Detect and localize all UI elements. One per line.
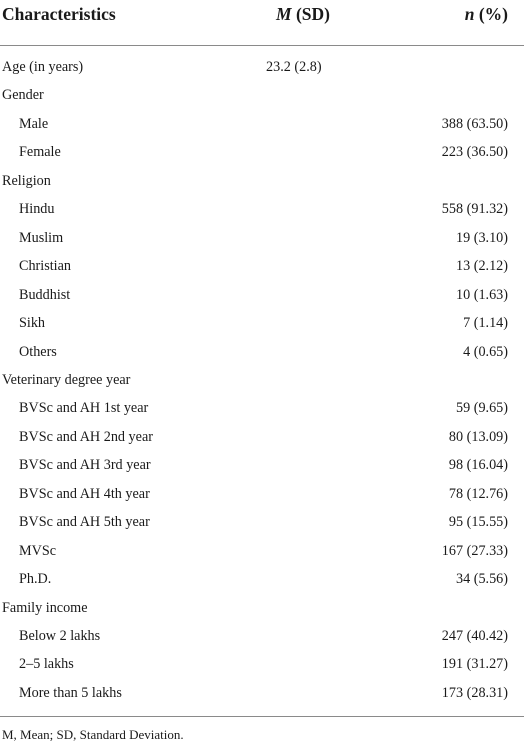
row-sublabel: Ph.D. bbox=[19, 571, 52, 588]
table-row bbox=[0, 285, 524, 314]
header-mean-symbol: M bbox=[276, 4, 292, 24]
row-n-percent: 34 (5.56) bbox=[455, 571, 508, 588]
row-category-label: Family income bbox=[2, 599, 88, 616]
row-n-percent: 191 (31.27) bbox=[441, 656, 508, 673]
row-sublabel: BVSc and AH 3rd year bbox=[19, 457, 151, 474]
table-footnote: M, Mean; SD, Standard Deviation. bbox=[2, 727, 184, 742]
header-characteristics: Characteristics bbox=[2, 4, 116, 24]
header-rule bbox=[0, 45, 524, 46]
table-row bbox=[0, 598, 524, 627]
table-row bbox=[0, 626, 524, 655]
row-n-percent: 173 (28.31) bbox=[441, 684, 508, 701]
table-row bbox=[0, 57, 524, 86]
row-n-percent: 95 (15.55) bbox=[448, 514, 508, 531]
table-row bbox=[0, 484, 524, 513]
table-row bbox=[0, 171, 524, 200]
row-n-percent: 13 (2.12) bbox=[455, 258, 508, 275]
row-n-percent: 4 (0.65) bbox=[463, 343, 508, 360]
row-n-percent: 7 (1.14) bbox=[463, 315, 508, 332]
table-row bbox=[0, 256, 524, 285]
table-row bbox=[0, 398, 524, 427]
row-sublabel: Sikh bbox=[19, 315, 46, 332]
row-sublabel: BVSc and AH 4th year bbox=[19, 485, 150, 502]
row-sublabel: Buddhist bbox=[19, 286, 71, 303]
row-mean-sd: 23.2 (2.8) bbox=[266, 59, 322, 75]
row-sublabel: Below 2 lakhs bbox=[19, 628, 101, 644]
table-header bbox=[0, 0, 524, 34]
row-n-percent: 59 (9.65) bbox=[455, 400, 508, 417]
bottom-rule bbox=[0, 716, 524, 717]
row-sublabel: More than 5 lakhs bbox=[19, 684, 122, 701]
row-category-label: Veterinary degree year bbox=[2, 371, 131, 388]
table-row bbox=[0, 199, 524, 228]
header-n-percent bbox=[465, 4, 508, 24]
table-row bbox=[0, 142, 524, 171]
row-n-percent: 19 (3.10) bbox=[455, 229, 508, 246]
table-row bbox=[0, 228, 524, 257]
table-row bbox=[0, 427, 524, 456]
row-sublabel: Christian bbox=[19, 258, 72, 275]
table-row bbox=[0, 85, 524, 114]
table-row bbox=[0, 541, 524, 570]
table-row bbox=[0, 654, 524, 683]
table-row bbox=[0, 370, 524, 399]
header-mean-suffix: (SD) bbox=[291, 4, 330, 24]
row-n-percent: 167 (27.33) bbox=[441, 542, 508, 559]
row-sublabel: BVSc and AH 1st year bbox=[19, 400, 149, 417]
table-row bbox=[0, 313, 524, 342]
header-n-symbol: n bbox=[464, 4, 475, 24]
row-n-percent: 78 (12.76) bbox=[448, 485, 508, 502]
row-sublabel: Hindu bbox=[19, 201, 55, 218]
header-mean-sd bbox=[276, 4, 330, 24]
row-n-percent: 558 (91.32) bbox=[441, 201, 508, 218]
row-n-percent: 80 (13.09) bbox=[448, 428, 508, 445]
row-sublabel: Others bbox=[19, 343, 57, 360]
row-sublabel: MVSc bbox=[19, 542, 57, 559]
row-n-percent: 247 (40.42) bbox=[441, 628, 508, 644]
row-category-label: Age (in years) bbox=[2, 59, 84, 75]
row-category-label: Gender bbox=[2, 87, 44, 104]
table-row bbox=[0, 455, 524, 484]
row-n-percent: 223 (36.50) bbox=[441, 144, 508, 161]
table-row bbox=[0, 512, 524, 541]
row-n-percent: 388 (63.50) bbox=[441, 115, 508, 132]
table-row bbox=[0, 342, 524, 371]
row-sublabel: Female bbox=[19, 144, 61, 161]
row-sublabel: BVSc and AH 2nd year bbox=[19, 428, 153, 445]
row-n-percent: 10 (1.63) bbox=[455, 286, 508, 303]
table-row bbox=[0, 569, 524, 598]
row-category-label: Religion bbox=[2, 172, 51, 189]
table-row bbox=[0, 114, 524, 143]
row-sublabel: Muslim bbox=[19, 229, 64, 246]
header-n-suffix: (%) bbox=[474, 4, 508, 24]
table-row bbox=[0, 683, 524, 712]
row-n-percent: 98 (16.04) bbox=[448, 457, 508, 474]
row-sublabel: BVSc and AH 5th year bbox=[19, 514, 150, 531]
row-sublabel: 2–5 lakhs bbox=[19, 656, 74, 673]
row-sublabel: Male bbox=[19, 115, 49, 132]
